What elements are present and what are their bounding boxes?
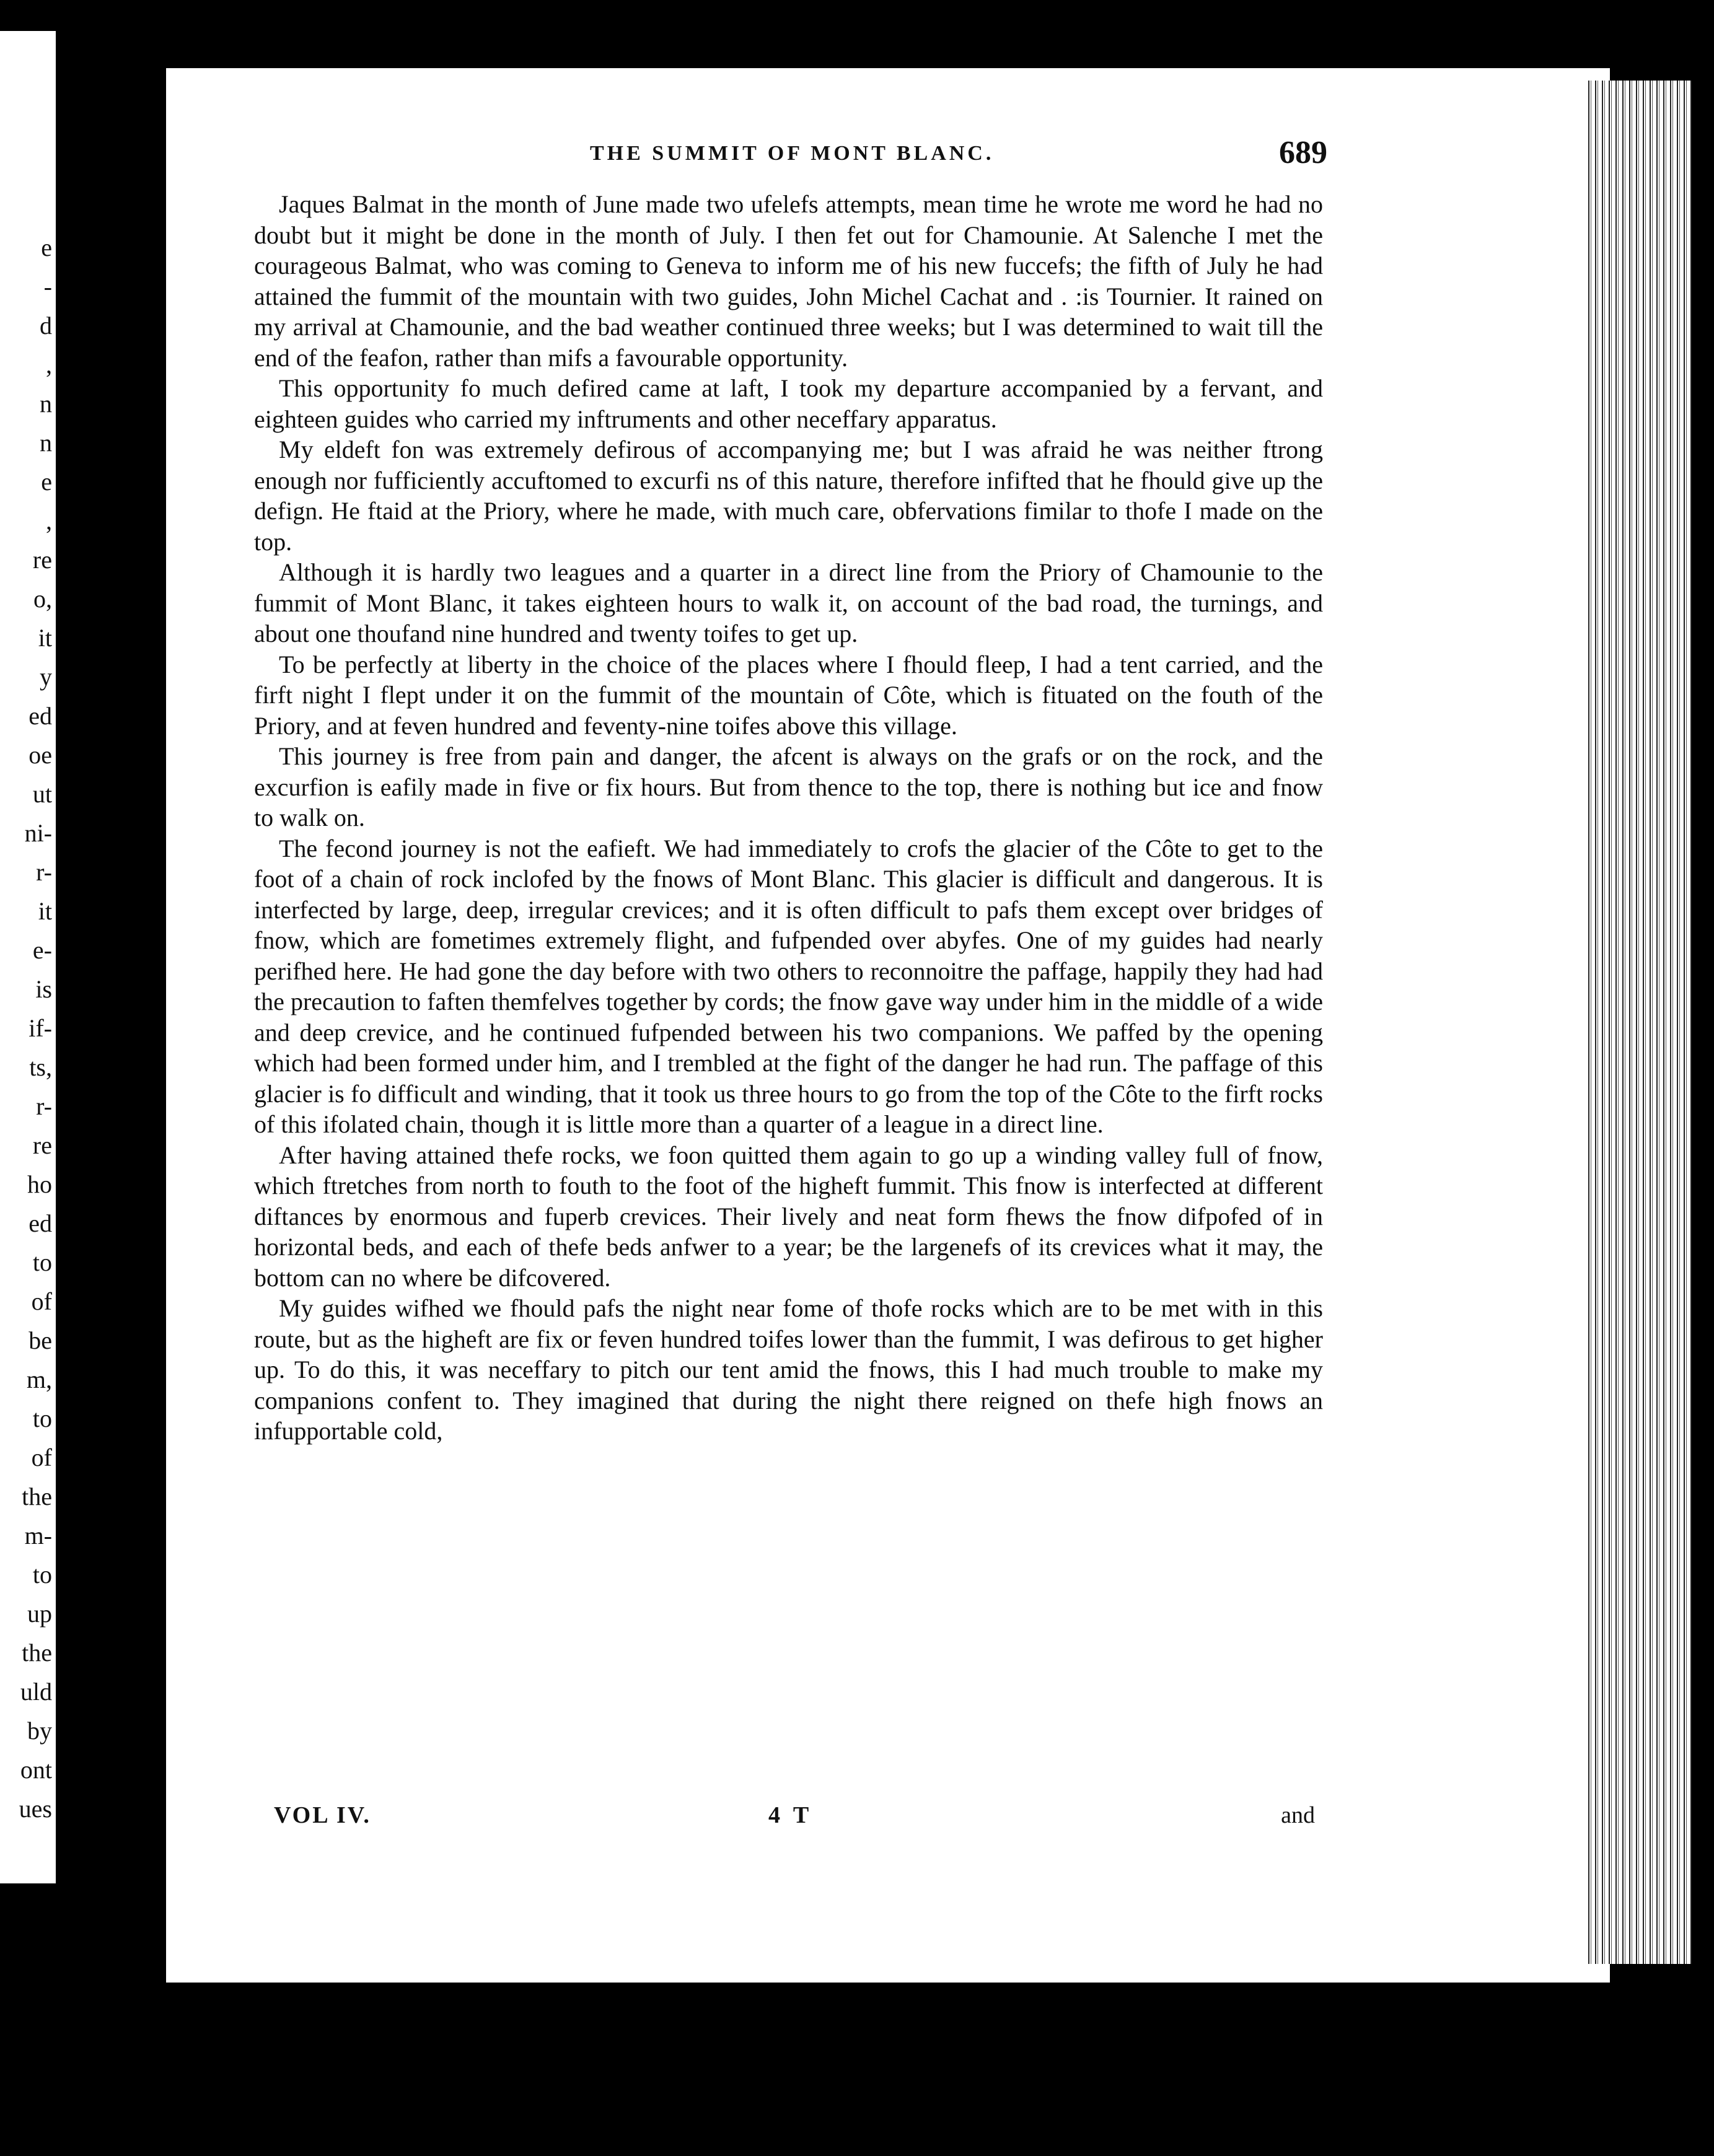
- facing-page-fragment: n: [40, 429, 52, 457]
- facing-page-edge: [0, 31, 56, 1883]
- facing-page-fragment: e: [41, 234, 52, 261]
- running-title: THE SUMMIT OF MONT BLANC.: [590, 142, 995, 165]
- facing-page-fragment: r-: [36, 858, 52, 886]
- facing-page-fragment: o,: [33, 585, 52, 613]
- facing-page-fragment: ni-: [24, 819, 52, 847]
- facing-page-fragment: of: [31, 1444, 52, 1471]
- paragraph: To be perfectly at liberty in the choice of the places where I fhould fleep, I had a tent carried, and the firft night I flept under it on the fummit of the mountain of Côte, which is fituated on the fouth of the Priory, and at feven hundred and feventy-nine toifes above this village.: [254, 650, 1323, 740]
- facing-page-fragment: d: [40, 312, 52, 340]
- page-footer: [274, 1802, 1315, 1833]
- paragraph: My guides wifhed we fhould pafs the night near fome of thofe rocks which are to be met with in this route, but as the higheft are fix or feven hundred toifes lower than the fummit, I was defirous to get higher up. To do this, it was neceffary to pitch our tent amid the fnows, this I had much trouble to make my companions confent to. They imagined that during the night there reigned on thefe high fnows an infupportable cold,: [254, 1294, 1323, 1445]
- facing-page-fragment: -: [43, 273, 52, 300]
- facing-page-fragment: to: [32, 1248, 52, 1276]
- facing-page-fragment: to: [32, 1404, 52, 1432]
- facing-page-fragment: by: [27, 1717, 52, 1745]
- facing-page-fragment: re: [32, 1131, 52, 1159]
- paragraph: This journey is free from pain and danger, the afcent is always on the grafs or on the rock, and the excurfion is eafily made in five or fix hours. But from thence to the top, there is nothing but ice and fnow to walk on.: [254, 742, 1323, 831]
- facing-page-fragment: e-: [32, 936, 52, 964]
- facing-page-fragment: ho: [27, 1170, 52, 1198]
- facing-page-fragment: to: [32, 1561, 52, 1589]
- facing-page-fragment: m,: [26, 1365, 52, 1393]
- facing-page-fragment: ed: [29, 702, 52, 730]
- paragraph: Jaques Balmat in the month of June made two ufelefs attempts, mean time he wrote me word he had no doubt but it might be done in the month of July. I then fet out for Chamounie. At Salenche I met the courageous Balmat, who was coming to Geneva to inform me of his new fuccefs; the fifth of July he had attained the fummit of the mountain with two guides, John Michel Cachat and . :is Tournier. It rained on my arrival at Chamounie, and the bad weather continued three weeks; but I was determined to wait till the end of the feafon, rather than mifs a favourable opportunity.: [254, 190, 1323, 372]
- facing-page-fragment: r-: [36, 1092, 52, 1120]
- facing-page-fragment: m-: [24, 1522, 52, 1549]
- facing-page-fragment: y: [40, 663, 52, 691]
- volume-label: VOL IV.: [274, 1802, 371, 1828]
- facing-page-fragment: ,: [46, 507, 52, 535]
- facing-page-fragment: up: [27, 1600, 52, 1628]
- facing-page-fragment: ues: [19, 1795, 52, 1823]
- facing-page-fragment: the: [22, 1639, 52, 1667]
- facing-page-fragment: the: [22, 1483, 52, 1510]
- facing-page-fragment: oe: [29, 741, 52, 769]
- paragraph: My eldeft fon was extremely defirous of accompanying me; but I was afraid he was neither ftrong enough nor fufficiently accuftomed to excurfi ns of this nature, therefore infifted that he fhould give up the defign. He ftaid at the Priory, where he made, with much care, obfervations fimilar to thofe I made on the top.: [254, 436, 1323, 556]
- facing-page-fragment: of: [31, 1287, 52, 1315]
- page-stack-edge: [1586, 81, 1692, 1964]
- facing-page-fragment: if-: [29, 1014, 52, 1042]
- facing-page-fragment: ed: [29, 1209, 52, 1237]
- facing-page-fragment: uld: [20, 1678, 52, 1706]
- facing-page-fragment: ts,: [29, 1053, 52, 1081]
- paragraph: This opportunity fo much defired came at laft, I took my departure accompanied by a fervant, and eighteen guides who carried my inftruments and other neceffary apparatus.: [254, 374, 1323, 433]
- paragraph: The fecond journey is not the eafieft. We had immediately to crofs the glacier of the Côte to get to the foot of a chain of rock inclofed by the fnows of Mont Blanc. This glacier is difficult and dangerous. It is interfected by large, deep, irregular crevices; and it is often difficult to pafs them except over bridges of fnow, which are fometimes extremely flight, and fufpended over abyfes. One of my guides had nearly perifhed here. He had gone the day before with two others to reconnoitre the paffage, happily they had had the precaution to faften themfelves together by cords; the fnow gave way under him in the middle of a wide and deep crevice, and he continued fufpended between his two companions. We paffed by the opening which had been formed under him, and I trembled at the fight of the danger he had run. The paffage of this glacier is fo difficult and winding, that it took us three hours to go from the top of the Côte to the firft rocks of this ifolated chain, though it is little more than a quarter of a league in a direct line.: [254, 834, 1323, 1138]
- facing-page-fragment: be: [29, 1326, 52, 1354]
- facing-page-fragment: it: [38, 897, 52, 925]
- catchword: and: [1281, 1802, 1315, 1828]
- facing-page-fragment: ont: [20, 1756, 52, 1784]
- signature-mark: 4 T: [768, 1802, 813, 1828]
- page-number: 689: [1279, 135, 1327, 170]
- paragraph: After having attained thefe rocks, we foon quitted them again to go up a winding valley full of fnow, which ftretches from north to fouth to the foot of the higheft fummit. This fnow is interfected at different diftances by enormous and fuperb crevices. Their lively and neat form fhews the fnow difpofed of in horizontal beds, and each of thefe beds anfwer to a year; be the largenefs of its crevices what it may, the bottom can no where be difcovered.: [254, 1141, 1323, 1292]
- facing-page-fragment: ut: [32, 780, 52, 808]
- facing-page-fragment: re: [32, 546, 52, 574]
- paragraph: Although it is hardly two leagues and a quarter in a direct line from the Priory of Chamounie to the fummit of Mont Blanc, it takes eighteen hours to walk it, on account of the bad road, the turnings, and about one thoufand nine hundred and twenty toifes to get up.: [254, 558, 1323, 647]
- facing-page-fragment: n: [40, 390, 52, 418]
- facing-page-fragment: is: [35, 975, 52, 1003]
- body-text: [254, 189, 1323, 1447]
- page-header: [423, 134, 1327, 172]
- facing-page-fragment: it: [38, 624, 52, 652]
- facing-page-fragment: ,: [46, 351, 52, 379]
- facing-page-fragment: e: [41, 468, 52, 496]
